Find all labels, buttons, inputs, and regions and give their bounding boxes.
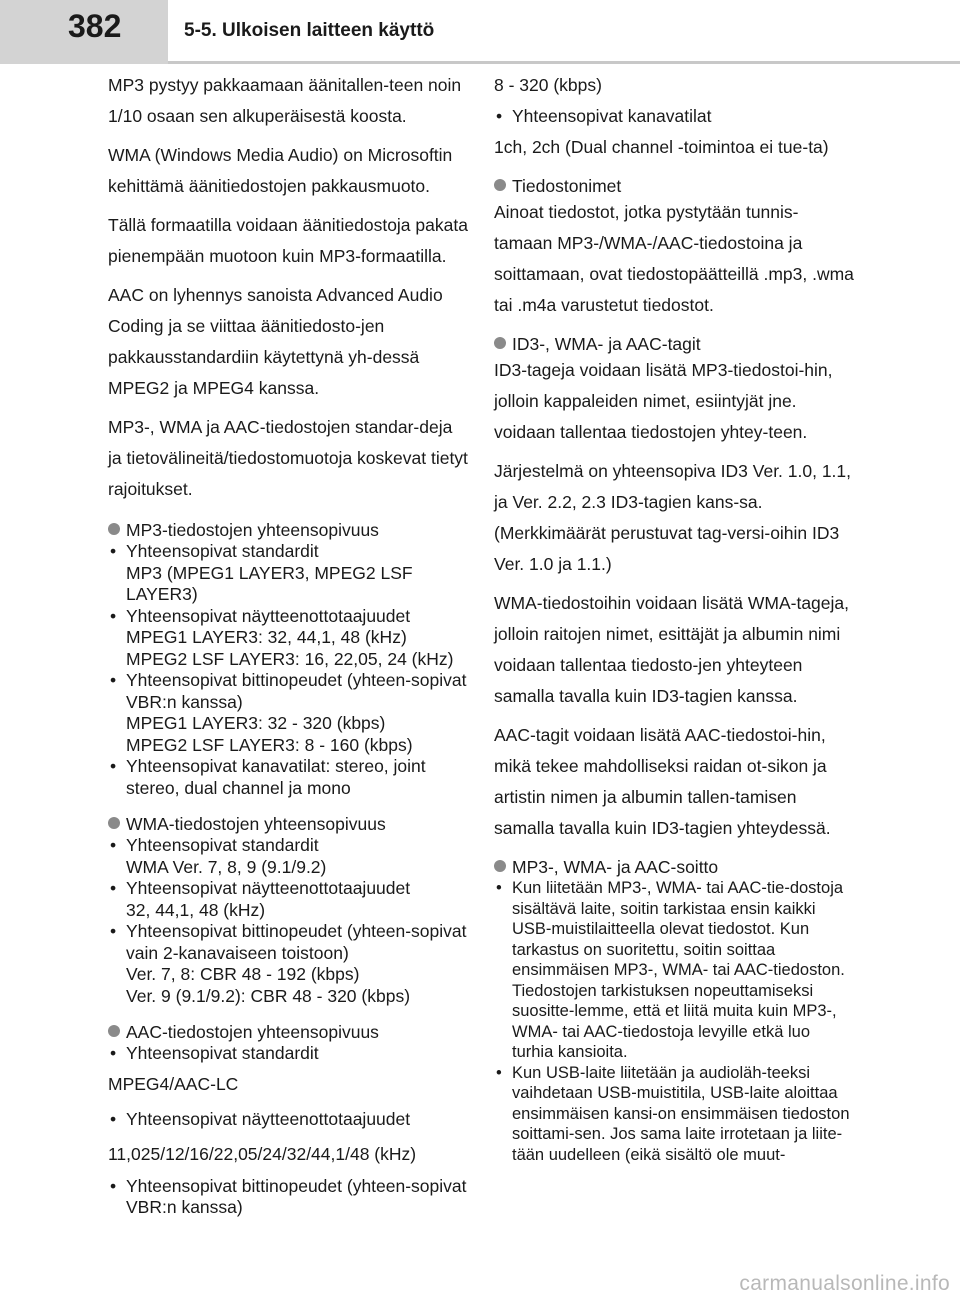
paragraph: ID3-tageja voidaan lisätä MP3-tiedostoi-hin, jolloin kappaleiden nimet, esiintyjät jne. voidaan tallentaa tiedostojen yhtey-teen. <box>494 360 833 442</box>
paragraph: Järjestelmä on yhteensopiva ID3 Ver. 1.0, 1.1, ja Ver. 2.2, 2.3 ID3-tagien kans-sa. (Merkkimäärät perustuvat tag-versi-oihin ID3 Ver. 1.0 ja 1.1.) <box>494 461 852 574</box>
filenames-heading <box>494 175 854 197</box>
heading-text: Tiedostonimet <box>512 176 622 196</box>
list-item <box>108 921 470 1007</box>
item-title: Yhteensopivat standardit <box>126 541 319 561</box>
paragraph: Ainoat tiedostot, jotka pystytään tunnis-tamaan MP3-/WMA-/AAC-tiedostoina ja soittamaan, ovat tiedostopäätteillä .mp3, .wma tai .m4a varustetut tiedostot. <box>494 202 854 315</box>
item-title: Yhteensopivat standardit <box>126 835 319 855</box>
mp3-list <box>108 541 470 799</box>
tags-heading <box>494 333 854 355</box>
paragraph: WMA-tiedostoihin voidaan lisätä WMA-tageja, jolloin raitojen nimet, esittäjät ja albumin nimi voidaan tallentaa tiedosto-jen yhteyteen samalla tavalla kuin ID3-tagien kanssa. <box>494 593 850 706</box>
aac-samplerate-value: 11,025/12/16/22,05/24/32/44,1/48 (kHz) <box>108 1143 417 1164</box>
section-title: 5-5. Ulkoisen laitteen käyttö <box>184 20 435 41</box>
playback-list <box>494 878 854 1165</box>
wma-heading <box>108 813 470 835</box>
paragraph: AAC-tagit voidaan lisätä AAC-tiedostoi-hin, mikä tekee mahdolliseksi raidan ot-sikon ja artistin nimen ja albumin tallen-tamisen samalla tavalla kuin ID3-tagien yhteydessä. <box>494 725 831 838</box>
list-item <box>108 878 470 921</box>
paragraph: MP3-, WMA ja AAC-tiedostojen standar-deja ja tietovälineitä/tiedostomuotoja koskevat tietyt rajoitukset. <box>108 417 468 499</box>
aac-bitrate-value: 8 - 320 (kbps) <box>494 75 602 95</box>
list-item <box>108 835 470 878</box>
heading-text: MP3-tiedostojen yhteensopivuus <box>126 520 379 540</box>
item-detail: WMA Ver. 7, 8, 9 (9.1/9.2) <box>126 856 327 877</box>
list-item: • Kun liitetään MP3-, WMA- tai AAC-tie-dostoja sisältävä laite, soitin tarkistaa ensin kaikki USB-muistilaitteella olevat tiedostot. Kun tarkastus on suoritettu, soitin soittaa ensimmäisen MP3-, WMA- tai AAC-tiedoston. Tiedostojen tarkistuksen nopeuttamiseksi suositte-lemme, että et liitä muita kuin MP3-, WMA- tai AAC-tiedostoja levyille etkä luo turhia kansioita. <box>494 878 854 1063</box>
item-title: Yhteensopivat kanavatilat: stereo, joint stereo, dual channel ja mono <box>126 756 426 798</box>
bullet-dot-icon <box>108 817 120 829</box>
page-number-tab <box>0 0 168 64</box>
item-detail: MP3 (MPEG1 LAYER3, MPEG2 LSF LAYER3) <box>126 562 413 604</box>
item-detail: 32, 44,1, 48 (kHz) <box>126 899 266 920</box>
bullet-dot-icon <box>108 523 120 535</box>
item-detail: MPEG1 LAYER3: 32, 44,1, 48 (kHz) MPEG2 LSF LAYER3: 16, 22,05, 24 (kHz) <box>126 627 454 669</box>
list-item <box>108 541 470 606</box>
item-title: Yhteensopivat bittinopeudet (yhteen-sopivat vain 2-kanavaiseen toistoon) <box>126 921 467 963</box>
list-item <box>108 606 470 671</box>
list-item <box>108 670 470 756</box>
heading-text: ID3-, WMA- ja AAC-tagit <box>512 334 701 354</box>
aac-standard-value: MPEG4/AAC-LC <box>108 1073 239 1094</box>
item-title: Yhteensopivat näytteenottotaajuudet <box>126 878 411 898</box>
paragraph: Tällä formaatilla voidaan äänitiedostoja pakata pienempään muotoon kuin MP3-formaatilla. <box>108 215 468 266</box>
aac-list-2 <box>108 1176 470 1219</box>
paragraph: AAC on lyhennys sanoista Advanced Audio Coding ja se viittaa äänitiedosto-jen pakkausstandardiin käytettynä yh-dessä MPEG2 ja MPEG4 kanssa. <box>108 285 443 398</box>
item-title: Yhteensopivat bittinopeudet (yhteen-sopivat VBR:n kanssa) <box>126 670 467 712</box>
wma-list <box>108 835 470 1007</box>
bullet-dot-icon <box>494 337 506 349</box>
playback-heading <box>494 856 854 878</box>
list-item: • Kun USB-laite liitetään ja audioläh-teeksi vaihdetaan USB-muistitila, USB-laite aloittaa ensimmäisen kansi-on ensimmäisen tiedoston soittami-sen. Jos sama laite irrotetaan ja liite-tään uudelleen (eikä sisältö ole muut- <box>494 1063 854 1166</box>
list-item: • Yhteensopivat bittinopeudet (yhteen-sopivat VBR:n kanssa) <box>108 1176 470 1219</box>
page-number: 382 <box>68 8 122 44</box>
paragraph: MP3 pystyy pakkaamaan äänitallen-teen noin 1/10 osaan sen alkuperäisestä koosta. <box>108 75 462 126</box>
list-item <box>108 756 470 799</box>
heading-text: AAC-tiedostojen yhteensopivuus <box>126 1022 379 1042</box>
bullet-dot-icon <box>108 1025 120 1037</box>
list-item: • Yhteensopivat standardit <box>108 1043 470 1065</box>
aac-list <box>108 1043 470 1065</box>
bullet-dot-icon <box>494 860 506 872</box>
item-detail: Ver. 7, 8: CBR 48 - 192 (kbps) Ver. 9 (9.1/9.2): CBR 48 - 320 (kbps) <box>126 964 411 1006</box>
bullet-dot-icon <box>494 179 506 191</box>
list-item: • Yhteensopivat näytteenottotaajuudet <box>108 1104 470 1135</box>
right-column <box>494 70 854 1165</box>
channel-value: 1ch, 2ch (Dual channel -toimintoa ei tue-ta) <box>494 137 829 157</box>
mp3-heading <box>108 519 470 541</box>
watermark: carmanualsonline.info <box>739 1272 950 1295</box>
item-detail: MPEG1 LAYER3: 32 - 320 (kbps) MPEG2 LSF LAYER3: 8 - 160 (kbps) <box>126 713 413 755</box>
heading-text: MP3-, WMA- ja AAC-soitto <box>512 857 719 877</box>
left-column <box>108 70 470 1219</box>
aac-heading <box>108 1021 470 1043</box>
paragraph: WMA (Windows Media Audio) on Microsoftin kehittämä äänitiedostojen pakkausmuoto. <box>108 145 453 196</box>
list-item: • Yhteensopivat kanavatilat <box>494 101 854 132</box>
item-title: Yhteensopivat näytteenottotaajuudet <box>126 605 411 626</box>
heading-text: WMA-tiedostojen yhteensopivuus <box>126 814 386 834</box>
